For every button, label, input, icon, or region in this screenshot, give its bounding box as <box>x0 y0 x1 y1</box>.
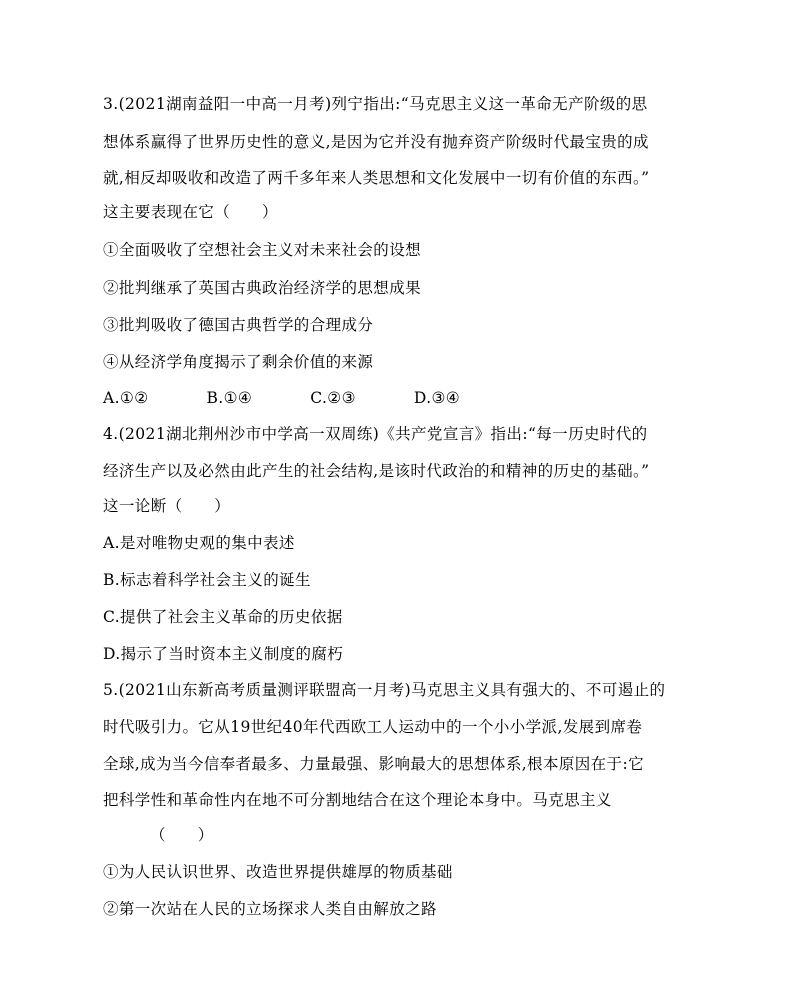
question-3-option-b: B.①④ <box>206 389 253 407</box>
question-3-stem-line-2: 想体系赢得了世界历史性的意义,是因为它并没有抛弃资产阶级时代最宝贵的成 <box>103 133 649 151</box>
question-4-option-b: B.标志着科学社会主义的诞生 <box>103 571 311 589</box>
question-4-stem-line-1: 4.(2021湖北荆州沙市中学高一双周练)《共产党宣言》指出:“每一历史时代的 <box>103 425 648 443</box>
question-4-option-a: A.是对唯物史观的集中表述 <box>103 534 295 552</box>
question-5-stem-line-1: 5.(2021山东新高考质量测评联盟高一月考)马克思主义具有强大的、不可遏止的 <box>103 681 666 699</box>
question-5-answer-blank: （ ） <box>150 826 214 844</box>
question-4-stem-line-3: 这一论断（ ） <box>103 497 231 515</box>
question-3-item-4: ④从经济学角度揭示了剩余价值的来源 <box>103 353 374 371</box>
question-3-stem-line-3: 就,相反却吸收和改造了两千多年来人类思想和文化发展中一切有价值的东西。” <box>103 169 650 187</box>
question-4-stem-line-2: 经济生产以及必然由此产生的社会结构,是该时代政治的和精神的历史的基础。” <box>103 462 650 480</box>
question-3-item-2: ②批判继承了英国古典政治经济学的思想成果 <box>103 279 422 297</box>
question-3-stem-line-1: 3.(2021湖南益阳一中高一月考)列宁指出:“马克思主义这一革命无产阶级的思 <box>103 95 648 113</box>
question-3-options <box>103 388 518 408</box>
question-5-stem-line-4: 把科学性和革命性内在地不可分割地结合在这个理论本身中。马克思主义 <box>103 791 612 809</box>
question-4-option-d: D.揭示了当时资本主义制度的腐朽 <box>103 645 344 663</box>
question-3-option-c: C.②③ <box>310 389 356 407</box>
question-5-stem-line-3: 全球,成为当今信奉者最多、力量最强、影响最大的思想体系,根本原因在于:它 <box>103 755 644 773</box>
question-5-item-2: ②第一次站在人民的立场探求人类自由解放之路 <box>103 900 437 918</box>
question-3-option-a: A.①② <box>103 389 149 407</box>
question-5-item-1: ①为人民认识世界、改造世界提供雄厚的物质基础 <box>103 863 453 881</box>
question-3-stem-line-4: 这主要表现在它（ ） <box>103 203 278 221</box>
question-3-item-1: ①全面吸收了空想社会主义对未来社会的设想 <box>103 241 422 259</box>
question-5-stem-line-2: 时代吸引力。它从19世纪40年代西欧工人运动中的一个小小学派,发展到席卷 <box>103 718 643 736</box>
question-3-option-d: D.③④ <box>413 389 461 407</box>
question-3-item-3: ③批判吸收了德国古典哲学的合理成分 <box>103 316 374 334</box>
question-4-option-c: C.提供了社会主义革命的历史依据 <box>103 608 343 626</box>
